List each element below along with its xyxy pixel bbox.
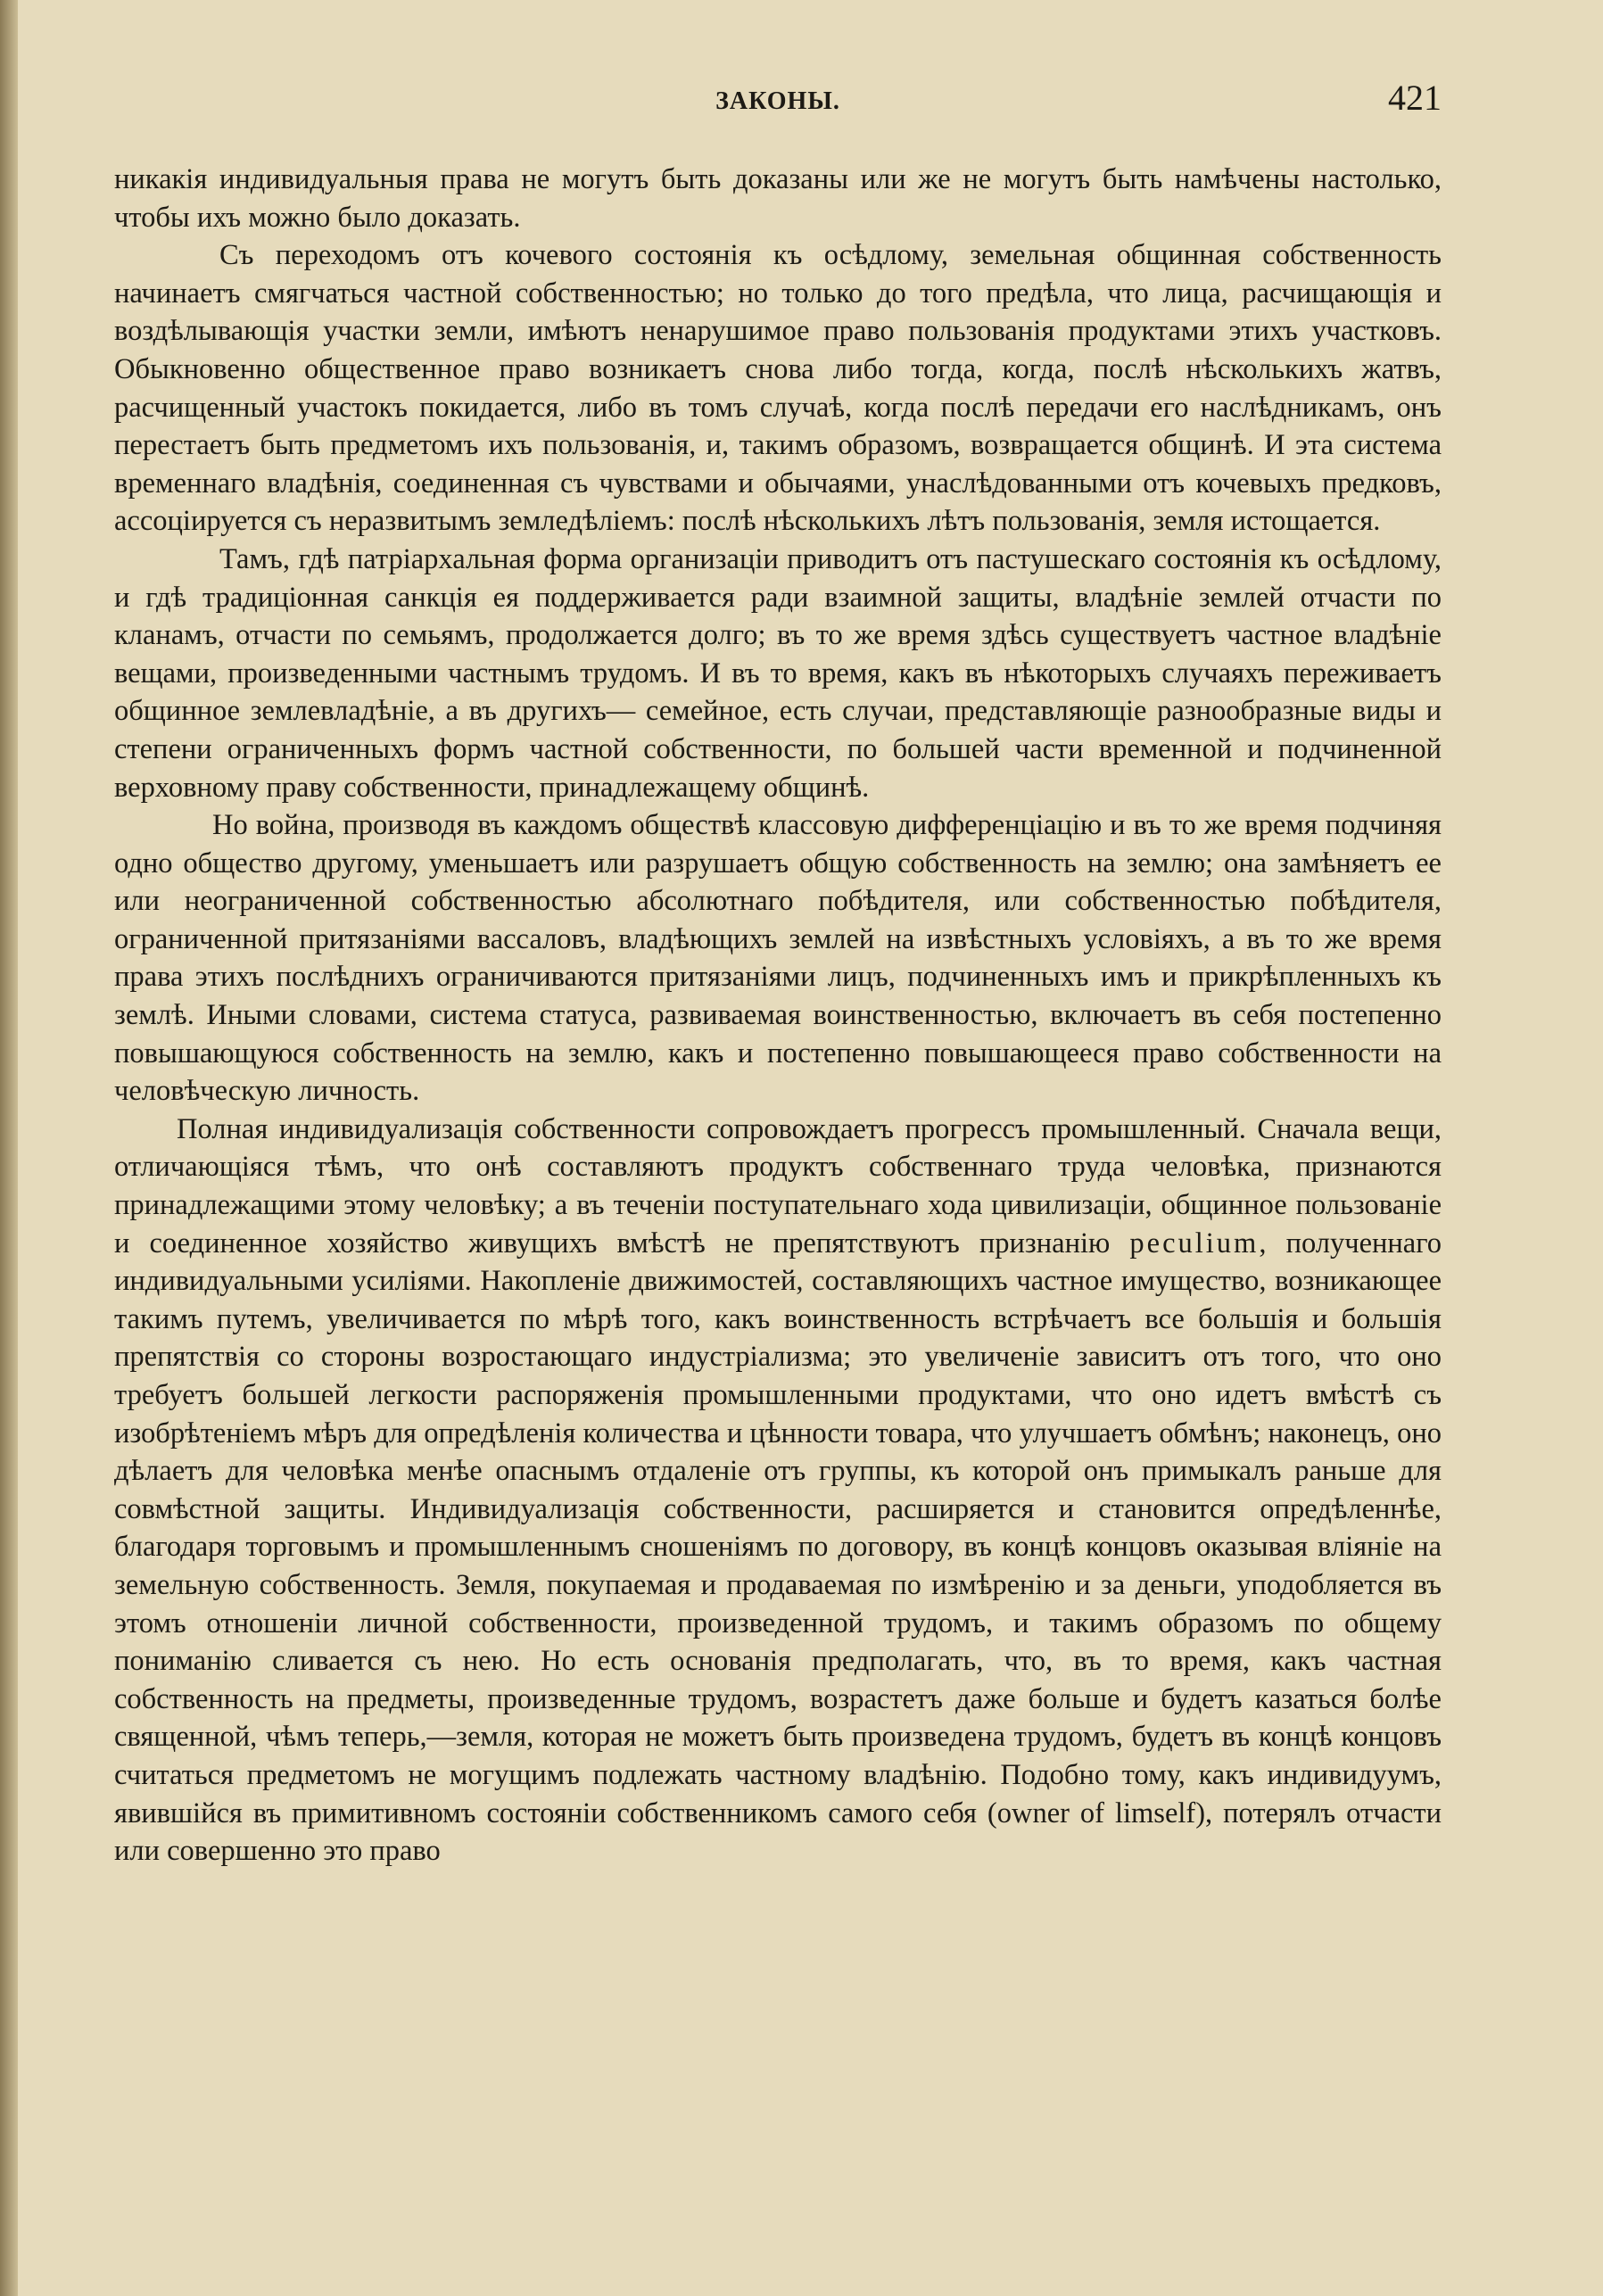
- paragraph: [114, 1111, 1442, 1871]
- latin-term: peculium: [1129, 1226, 1260, 1259]
- body-text: [114, 161, 1442, 1871]
- running-head: [114, 71, 1442, 125]
- page-number: 421: [1388, 78, 1442, 118]
- running-title: ЗАКОНЫ.: [715, 87, 840, 115]
- paragraph-text: , полученнаго индивидуальными усиліями. Накопленіе движимостей, составляющихъ частное имущество, возникающее такимъ путемъ, увеличивается по мѣрѣ того, какъ воинственность встрѣчаетъ все большія и большія препятствія со стороны возростающаго индустріализма; это увеличеніе зависитъ отъ того, что оно требуетъ большей легкости распоряженія промышленными продуктами, что оно идетъ вмѣстѣ съ изобрѣтеніемъ мѣръ для опредѣленія количества и цѣнности товара, что улучшаетъ обмѣнъ; наконецъ, оно дѣлаетъ для человѣка менѣе опаснымъ отдаленіе отъ группы, къ которой онъ примыкалъ раньше для совмѣстной защиты. Индивидуализація собственности, расширяется и становится опредѣленнѣе, благодаря торговымъ и промышленнымъ сношеніямъ по договору, въ концѣ концовъ оказывая вліяніе на земельную собственность. Земля, покупаемая и продаваемая по измѣренію и за деньги, уподобляется въ этомъ отношеніи личной собственности, произведенной трудомъ, и такимъ образомъ по общему пониманію сливается съ нею. Но есть основанія предполагать, что, въ то время, какъ частная собственность на предметы, произведенные трудомъ, возрастетъ даже больше и будетъ казаться болѣе священной, чѣмъ теперь,—земля, которая не можетъ быть произведена трудомъ, будетъ въ концѣ концовъ считаться предметомъ не могущимъ подлежать частному владѣнію. Подобно тому, какъ индивидуумъ, явившійся въ примитивномъ состояніи собственникомъ самого себя (owner of limself), потерялъ отчасти или совершенно это право: [114, 1226, 1442, 1868]
- paragraph-continued: никакія индивидуальныя права не могутъ быть доказаны или же не могутъ быть намѣчены настолько, чтобы ихъ можно было доказать.: [114, 163, 1442, 234]
- paragraph: Съ переходомъ отъ кочевого состоянія къ осѣдлому, земельная общинная собственность начинаетъ смягчаться частной собственностью; но только до того предѣла, что лица, расчищающія и воздѣлывающія участки земли, имѣютъ ненарушимое право пользованія продуктами этихъ участковъ. Обыкновенно общественное право возникаетъ снова либо тогда, когда, послѣ нѣсколькихъ жатвъ, расчищенный участокъ покидается, либо въ томъ случаѣ, когда послѣ передачи его наслѣдникамъ, онъ перестаетъ быть предметомъ ихъ пользованія, и, такимъ образомъ, возвращается общинѣ. И эта система временнаго владѣнія, соединенная съ чувствами и обычаями, унаслѣдованными отъ кочевыхъ предковъ, ассоціируется съ неразвитымъ земледѣліемъ: послѣ нѣсколькихъ лѣтъ пользованія, земля истощается.: [114, 239, 1442, 538]
- page-edge: [0, 0, 18, 2296]
- paragraph: Но война, производя въ каждомъ обществѣ классовую дифференціацію и въ то же время подчиняя одно общество другому, уменьшаетъ или разрушаетъ общую собственность на землю; она замѣняетъ ее или неограниченной собственностью абсолютнаго побѣдителя, или собственностью побѣдителя, ограниченной притязаніями вассаловъ, владѣющихъ землей на извѣстныхъ условіяхъ, а въ то же время права этихъ послѣднихъ ограничиваются притязаніями лицъ, подчиненныхъ имъ и прикрѣпленныхъ къ землѣ. Иными словами, система статуса, развиваемая воинственностью, включаетъ въ себя постепенно повышающуюся собственность на землю, какъ и постепенно повышающееся право собственности на человѣческую личность.: [114, 809, 1442, 1108]
- paragraph: Тамъ, гдѣ патріархальная форма организаціи приводитъ отъ пастушескаго состоянія къ осѣдлому, и гдѣ традиціонная санкція ея поддерживается ради взаимной защиты, владѣніе землей отчасти по кланамъ, отчасти по семьямъ, продолжается долго; въ то же время здѣсь существуетъ частное владѣніе вещами, произведенными частнымъ трудомъ. И въ то время, какъ въ нѣкоторыхъ случаяхъ переживаетъ общинное землевладѣніе, а въ другихъ— семейное, есть случаи, представляющіе разнообразные виды и степени ограниченныхъ формъ частной собственности, по большей части временной и подчиненной верховному праву собственности, принадлежащему общинѣ.: [114, 542, 1442, 804]
- paragraph-text: Полная индивидуализація собственности сопровождаетъ прогрессъ промышленный. Сначала вещи, отличающіяся тѣмъ, что онѣ составляютъ продуктъ собственнаго труда человѣка, признаются принадлежащими этому человѣку; а въ теченіи поступательнаго хода цивилизаціи, общинное пользованіе и соединенное хозяйство живущихъ вмѣстѣ не препятствуютъ признанію: [114, 1112, 1442, 1259]
